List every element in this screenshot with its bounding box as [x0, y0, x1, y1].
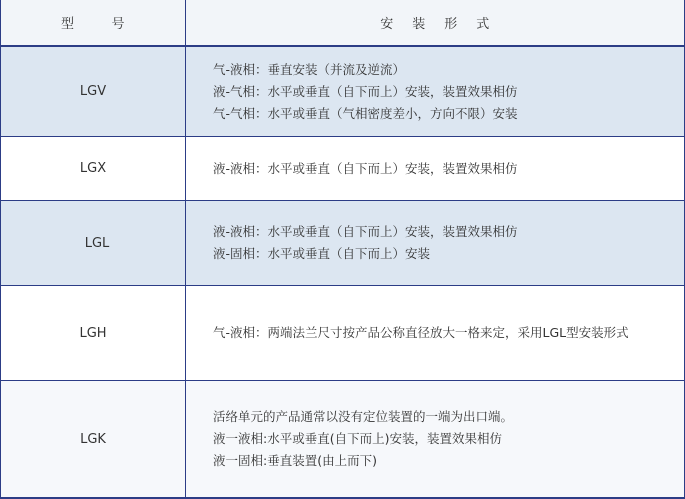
- model-name: LGH: [79, 325, 107, 341]
- install-cell: [186, 286, 684, 380]
- model-name: LGL: [84, 235, 110, 251]
- install-line: 气-气相：水平或垂直（气相密度差小，方向不限）安装: [213, 105, 518, 121]
- model-cell: [1, 47, 186, 136]
- install-cell: [186, 201, 684, 285]
- install-line: 液-液相：水平或垂直（自下而上）安装，装置效果相仿: [213, 224, 518, 239]
- install-cell: [186, 381, 684, 497]
- install-line: 活络单元的产品通常以没有定位装置的一端为出口端。: [213, 409, 514, 424]
- header-model-cell: [1, 0, 186, 45]
- header-install-cell: [186, 0, 684, 45]
- model-cell: [1, 286, 186, 380]
- table-row: [1, 201, 684, 286]
- install-line: 液-固相：水平或垂直（自下而上）安装: [213, 246, 431, 261]
- install-line: 液一液相:水平或垂直(自下而上)安装，装置效果相仿: [213, 431, 502, 446]
- model-name: LGV: [79, 84, 107, 99]
- table-row: [1, 286, 684, 381]
- table-row: [1, 381, 684, 499]
- install-line: 液一固相:垂直装置(由上而下): [213, 453, 377, 468]
- table-header-row: [1, 0, 684, 47]
- model-cell: [1, 381, 186, 497]
- install-line: 液-液相：水平或垂直（自下而上）安装，装置效果相仿: [213, 160, 518, 176]
- model-name: LGK: [80, 431, 106, 447]
- table-row: [1, 137, 684, 201]
- header-install-label: 安 装 形 式: [380, 17, 490, 32]
- model-cell: [1, 137, 186, 200]
- model-name: LGX: [79, 161, 107, 176]
- install-cell: [186, 47, 684, 136]
- install-line: 液-气相：水平或垂直（自下而上）安装，装置效果相仿: [213, 83, 518, 99]
- install-cell: [186, 137, 684, 200]
- header-model-label: 型 号: [60, 17, 126, 32]
- install-line: 气-液相：两端法兰尺寸按产品公称直径放大一格来定，采用LGL型安装形式: [213, 325, 629, 340]
- model-cell: [1, 201, 186, 285]
- table-row: [1, 47, 684, 137]
- install-line: 气-液相：垂直安装（并流及逆流）: [213, 61, 406, 77]
